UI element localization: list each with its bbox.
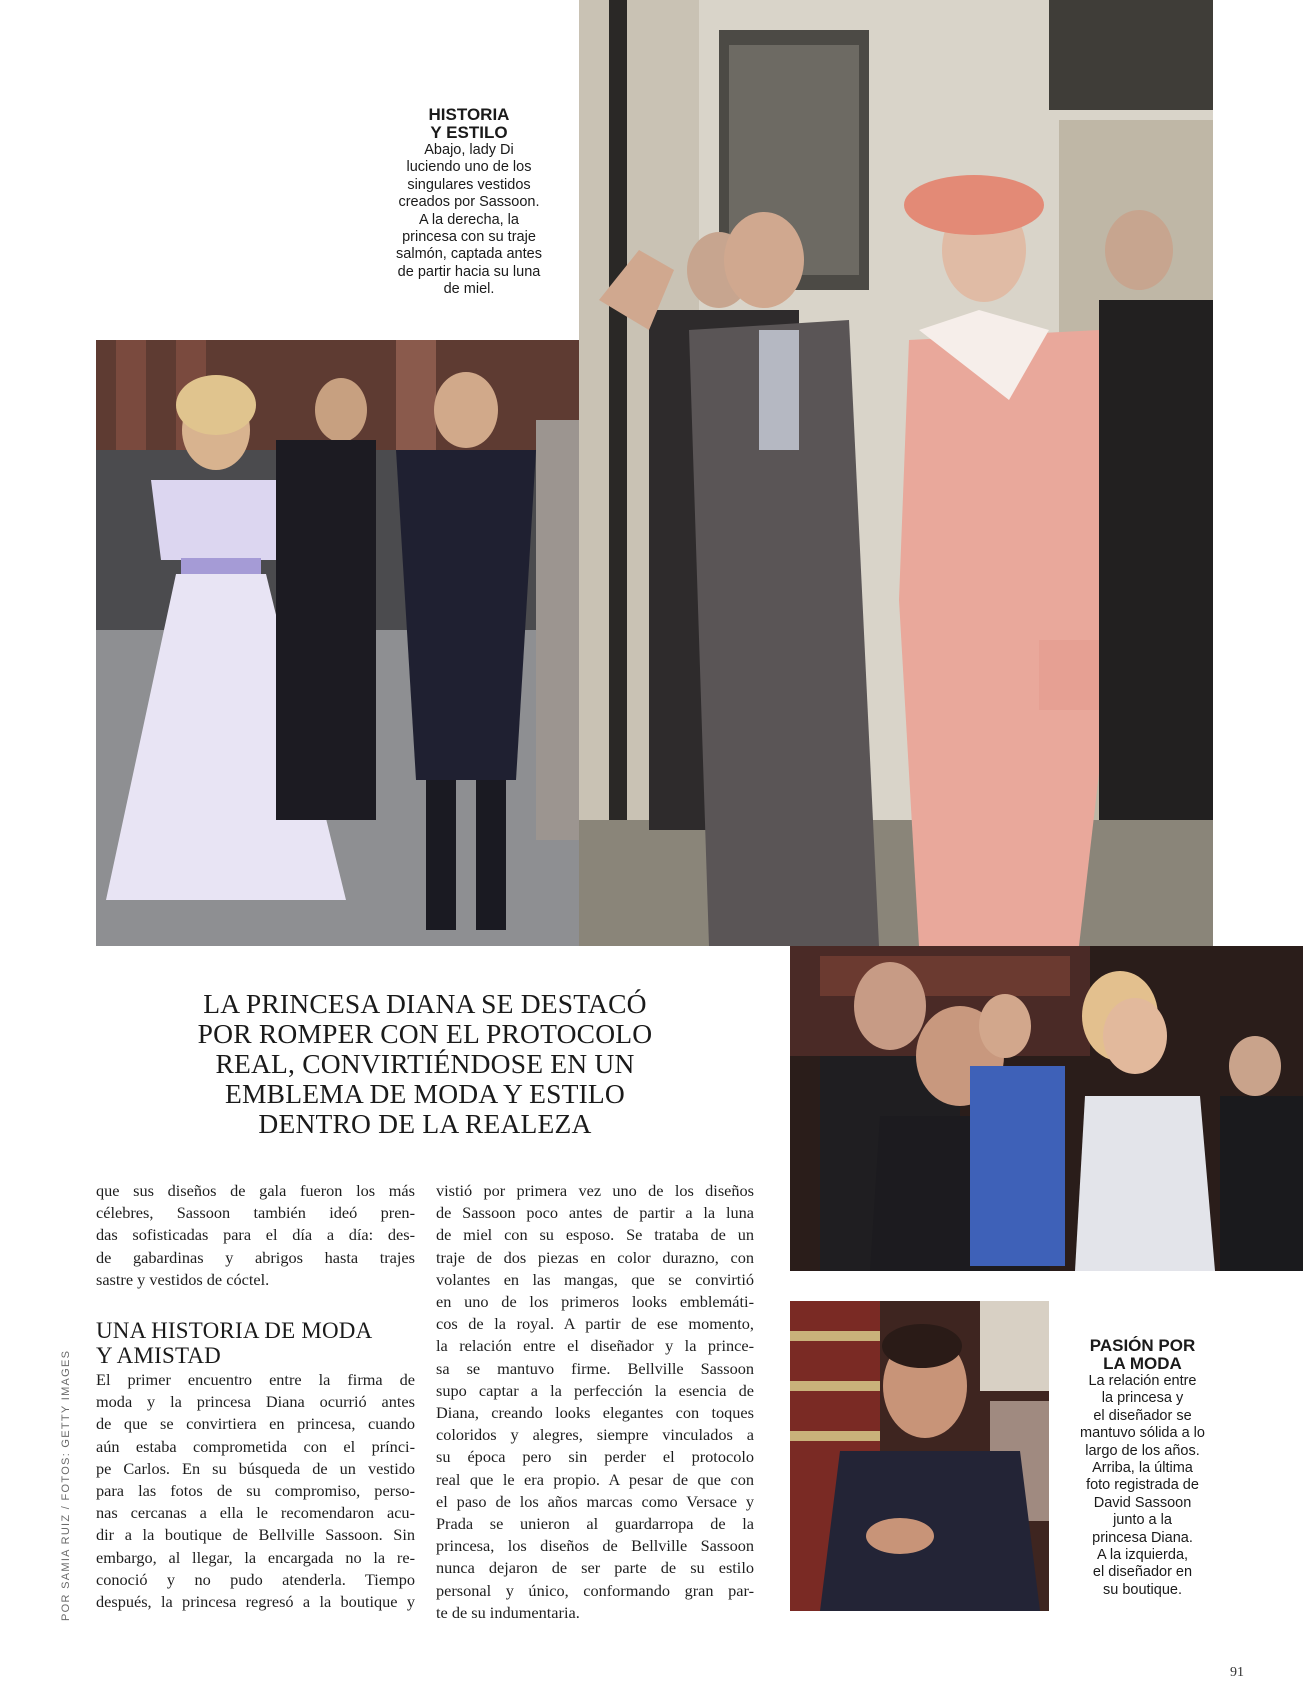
caption-top-line: creados por Sassoon. (398, 194, 540, 211)
body-line: nas cercanas a ella le recomendaron acu- (96, 1503, 415, 1523)
caption-bottom-title-line: LA MODA (1103, 1354, 1182, 1373)
caption-bottom-line: La relación entre (1088, 1373, 1197, 1389)
body-line: te de su indumentaria. (436, 1602, 580, 1622)
caption-bottom-line: Arriba, la última (1092, 1460, 1193, 1477)
caption-top-title-line: HISTORIA (428, 105, 510, 124)
photo-gala-gown (96, 340, 579, 946)
caption-bottom-line: junto a la (1113, 1512, 1172, 1529)
body-line: volantes en las mangas, que se convirtió (436, 1269, 754, 1289)
body-line: traje de dos piezas en color durazno, con (436, 1247, 754, 1267)
body-line: personal y único, conformando gran par- (436, 1580, 754, 1600)
caption-bottom-line: princesa Diana. (1092, 1529, 1193, 1546)
body-line: célebres, Sassoon también ideó pren- (96, 1203, 415, 1223)
caption-bottom-line: el diseñador en (1092, 1564, 1193, 1581)
photo-honeymoon-departure (579, 0, 1213, 946)
caption-top-body (384, 142, 554, 299)
body-line: la relación entre el diseñador y la prince- (436, 1336, 754, 1356)
caption-top-title-line: Y ESTILO (430, 123, 508, 142)
caption-bottom-line: la princesa y (1101, 1390, 1184, 1407)
body-line: Diana, creando looks elegantes con toques (436, 1403, 754, 1423)
body-line: sa se mantuvo firme. Bellville Sassoon (436, 1358, 754, 1378)
body-line: dir a la boutique de Bellville Sassoon. Sin (96, 1525, 415, 1545)
pull-quote-line: DENTRO DE LA REALEZA (258, 1108, 592, 1139)
page-number: 91 (1230, 1665, 1244, 1680)
section-heading-line: Y AMISTAD (96, 1343, 221, 1368)
photo-last-with-sassoon (790, 946, 1303, 1271)
caption-bottom-line: el diseñador se (1093, 1407, 1192, 1424)
body-line: conoció y no pudo atenderla. Tiempo (96, 1569, 415, 1589)
section-heading (96, 1318, 426, 1368)
body-line: vistió por primera vez uno de los diseños (436, 1181, 754, 1200)
body-line: el paso de los años marcas como Versace y (436, 1491, 754, 1511)
caption-bottom-body (1060, 1373, 1225, 1599)
caption-bottom-title (1060, 1337, 1225, 1373)
caption-top-line: A la derecha, la (419, 211, 519, 228)
caption-top-line: de partir hacia su luna (397, 263, 541, 280)
body-line: nunca dejaron de ser parte de su estilo (436, 1558, 754, 1578)
body-line: su época pero sin perder el protocolo (436, 1447, 754, 1467)
article-column-left-body (96, 1369, 415, 1613)
body-line: aún estaba comprometida con el prínci- (96, 1436, 415, 1456)
body-line: de que se convirtiera en princesa, cuando (96, 1414, 415, 1434)
body-line: para las fotos de su compromiso, perso- (96, 1481, 415, 1501)
section-heading-line: UNA HISTORIA DE MODA (96, 1318, 373, 1343)
body-line: pe Carlos. En su búsqueda de un vestido (96, 1458, 415, 1478)
caption-top-line: salmón, captada antes (396, 246, 542, 263)
body-line: supo captar a la perfección la esencia de (436, 1380, 754, 1400)
caption-historia-y-estilo (384, 106, 554, 299)
body-line: cos de la royal. A partir de ese momento, (436, 1314, 754, 1334)
body-line: embargo, al llegar, la encargada no la re- (96, 1547, 415, 1567)
body-line: moda y la princesa Diana ocurrió antes (96, 1392, 415, 1412)
pull-quote-line: REAL, CONVIRTIÉNDOSE EN UN (215, 1048, 635, 1079)
caption-bottom-line: largo de los años. (1085, 1442, 1200, 1459)
body-line: de miel con su esposo. Se trataba de un (436, 1225, 754, 1245)
caption-bottom-line: David Sassoon (1093, 1494, 1192, 1511)
pull-quote-line: LA PRINCESA DIANA SE DESTACÓ (203, 988, 647, 1019)
caption-top-title (384, 106, 554, 142)
caption-top-line: princesa con su traje (402, 229, 536, 246)
caption-pasion-por-la-moda (1060, 1337, 1225, 1599)
body-line: princesa, los diseños de Bellville Sassoon (436, 1536, 754, 1556)
caption-top-line: singulares vestidos (407, 176, 531, 193)
photo-designer-boutique (790, 1301, 1049, 1611)
body-line: Prada se unieron al guardarropa de la (436, 1514, 754, 1534)
body-line: después, la princesa regresó a la boutique y (96, 1592, 415, 1612)
pull-quote-line: EMBLEMA DE MODA Y ESTILO (225, 1078, 625, 1109)
caption-bottom-line: A la izquierda, (1096, 1547, 1189, 1564)
caption-top-line: de miel. (443, 281, 495, 298)
body-line: que sus diseños de gala fueron los más (96, 1181, 415, 1200)
article-column-left (96, 1180, 415, 1291)
caption-bottom-line: su boutique. (1102, 1581, 1182, 1598)
body-line: El primer encuentro entre la firma de (96, 1370, 415, 1389)
body-line: coloridos y alegres, siempre vinculados a (436, 1425, 754, 1445)
caption-bottom-title-line: PASIÓN POR (1089, 1336, 1196, 1355)
caption-bottom-line: mantuvo sólida a lo (1080, 1425, 1205, 1442)
pull-quote (150, 989, 700, 1139)
body-line: de gabardinas y abrigos hasta trajes (96, 1247, 415, 1267)
body-line: das sofisticadas para el día a día: des- (96, 1225, 415, 1245)
photo-credit: POR SAMIA RUIZ / FOTOS: GETTY IMAGES (60, 1349, 72, 1621)
caption-top-line: luciendo uno de los (406, 159, 532, 176)
caption-top-line: Abajo, lady Di (424, 142, 514, 158)
body-line: de Sassoon poco antes de partir a la luna (436, 1203, 754, 1223)
article-column-right (436, 1180, 754, 1624)
body-line: sastre y vestidos de cóctel. (96, 1269, 270, 1289)
body-line: real que le era propio. A pesar de que con (436, 1469, 754, 1489)
pull-quote-line: POR ROMPER CON EL PROTOCOLO (197, 1018, 653, 1049)
body-line: en uno de los primeros looks emblemáti- (436, 1292, 754, 1312)
caption-bottom-line: foto registrada de (1086, 1477, 1199, 1494)
